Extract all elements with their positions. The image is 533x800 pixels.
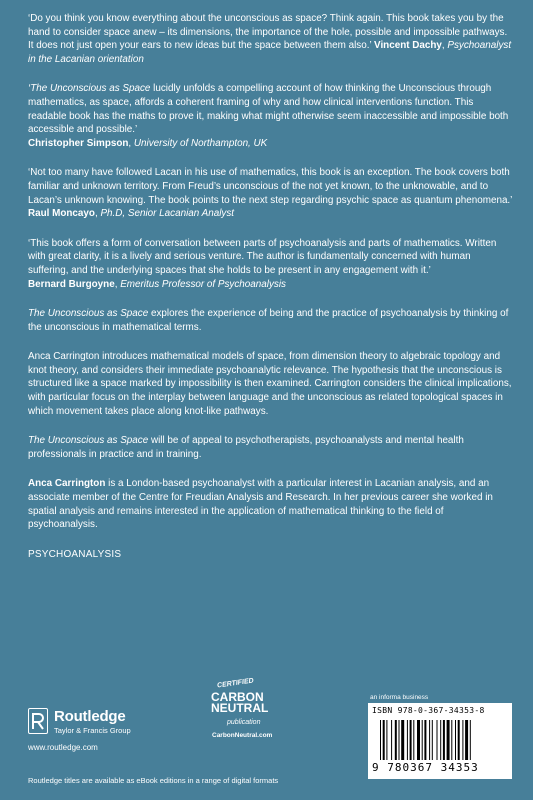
barcode-bar: [440, 720, 441, 760]
body-text: explores the experience of being and the practice of psychoanalysis by thinking of the unconscious in mathematical terms.: [28, 308, 509, 333]
body-text: ,: [94, 208, 101, 220]
carbon-neutral-logo: [205, 677, 295, 760]
carbon-publication: publication: [227, 719, 261, 726]
body-text: ,: [441, 40, 448, 52]
body-text: ‘This book offers a form of conversation between parts of psychoanalysis and parts of mathematics. Written with great clarity, it is a lively and serious venture. The author is fundamentally concerned with human suffering, and the underlying spaces that she holds to be present in any engagement with it.’: [28, 237, 497, 276]
informa-label: an informa business: [370, 694, 429, 701]
barcode-bar: [410, 720, 412, 760]
body-text: Anca Carrington introduces mathematical models of space, from dimension theory to algebraic topology and knot theory, and considers their immediate psychoanalytic relevance. The hypothesis that the unconscious is structured like a space marked by impossibility is then examined. Carrington considers the clinical implications, with particular focus on the interplay between language and the unconscious as related topological spaces in which movement takes place along knot-like pathways.: [28, 351, 512, 417]
publisher-subtitle: Taylor & Francis Group: [54, 726, 131, 735]
barcode-bar: [465, 720, 468, 760]
barcode-bar: [407, 720, 408, 760]
description-paragraph: [28, 307, 513, 334]
barcode-bar: [417, 720, 420, 760]
carbon-title: [211, 692, 268, 714]
barcode-bar: [443, 720, 445, 760]
body-text: ,: [114, 278, 121, 290]
body-text: ‘Not too many have followed Lacan in his use of mathematics, this book is an exception. The book covers both familiar and unknown territory. From Freud’s unconscious of the not yet known, to the unknowable, and to Lacan’s unknown knowing. The book points to the next step regarding psychic space as quantum phenomena.’: [28, 167, 513, 206]
description-paragraph: [28, 477, 513, 531]
category-label: PSYCHOANALYSIS: [28, 548, 122, 560]
publisher-url: www.routledge.com: [28, 743, 98, 752]
barcode-bar: [458, 720, 460, 760]
bold-text: Raul Moncayo: [28, 208, 95, 220]
body-text: ‘Do you think you know everything about the unconscious as space? Think again. This book takes you by the hand to consider space anew – its dimensions, the importance of the hole, possible and impossible pathways. It does not just open your ears to new ideas but the space between them also.’: [28, 13, 508, 52]
description-section: [28, 307, 513, 532]
routledge-r-icon: [28, 708, 48, 734]
italic-text: The Unconscious as Space: [28, 308, 149, 320]
review-quote: [28, 166, 513, 220]
carbon-line2: NEUTRAL: [211, 701, 269, 715]
barcode-bar: [432, 720, 433, 760]
barcode-bar: [455, 720, 456, 760]
body-text: is a London-based psychoanalyst with a particular interest in Lacanian analysis, and an associate member of the Centre for Freudian Analysis and Research. In her previous career she worked in spatial analysis and remains interested in the application of mathematical thinking to the field of psychoanalysis.: [28, 478, 493, 531]
bold-text: Anca Carrington: [28, 478, 106, 490]
italic-text: Psychoanalyst in the Lacanian orientation: [28, 40, 512, 65]
publisher-logo: [28, 702, 168, 752]
publisher-name: Routledge: [54, 708, 126, 725]
italic-text: Ph.D, Senior Lacanian Analyst: [100, 208, 235, 220]
barcode-bar: [470, 720, 471, 760]
carbon-certified: CERTIFIED: [216, 677, 255, 690]
italic-text: Emeritus Professor of Psychoanalysis: [120, 278, 286, 290]
review-quote: [28, 237, 513, 291]
barcode-bar: [424, 720, 426, 760]
barcode: [368, 703, 512, 779]
body-text: will be of appeal to psychotherapists, psychoanalysts and mental health professionals in practice and in training.: [28, 435, 464, 460]
review-quote: [28, 12, 513, 66]
barcode-bar: [437, 720, 438, 760]
barcode-bar: [395, 720, 397, 760]
barcode-bar: [462, 720, 463, 760]
barcode-number: 9 780367 34353: [372, 761, 479, 774]
bold-text: Vincent Dachy: [374, 40, 442, 52]
body-text: ,: [128, 137, 134, 149]
barcode-bars: [380, 720, 500, 760]
description-paragraph: [28, 350, 513, 418]
ebook-note: Routledge titles are available as eBook editions in a range of digital formats: [28, 776, 279, 785]
reviews-section: [28, 12, 513, 291]
isbn-text: ISBN 978-0-367-34353-8: [372, 706, 485, 715]
barcode-bar: [429, 720, 430, 760]
description-paragraph: [28, 434, 513, 461]
italic-text: The Unconscious as Space: [28, 435, 149, 447]
carbon-url: CarbonNeutral.com: [212, 732, 273, 739]
barcode-bar: [447, 720, 450, 760]
bold-text: Bernard Burgoyne: [28, 278, 115, 290]
body-text: lucidly unfolds a compelling account of how thinking the Unconscious through mathematics, as space, affords a coherent framing of why and how clinical interventions function. This readable book has the maths to prove it, making what might otherwise seem inaccessible and impossible both accessible and possible.’: [28, 83, 509, 136]
barcode-bar: [413, 720, 414, 760]
barcode-bar: [451, 720, 452, 760]
review-quote: [28, 82, 513, 150]
barcode-bar: [399, 720, 400, 760]
carbon-line1: CARBON: [211, 690, 264, 704]
barcode-bar: [391, 720, 392, 760]
barcode-bar: [380, 720, 381, 760]
barcode-bar: [401, 720, 404, 760]
barcode-bar: [422, 720, 423, 760]
bold-text: Christopher Simpson: [28, 137, 129, 149]
italic-text: ‘The Unconscious as Space: [28, 83, 151, 95]
italic-text: University of Northampton, UK: [133, 137, 268, 149]
back-cover-text: [28, 12, 513, 561]
barcode-bar: [386, 720, 387, 760]
barcode-bar: [383, 720, 385, 760]
